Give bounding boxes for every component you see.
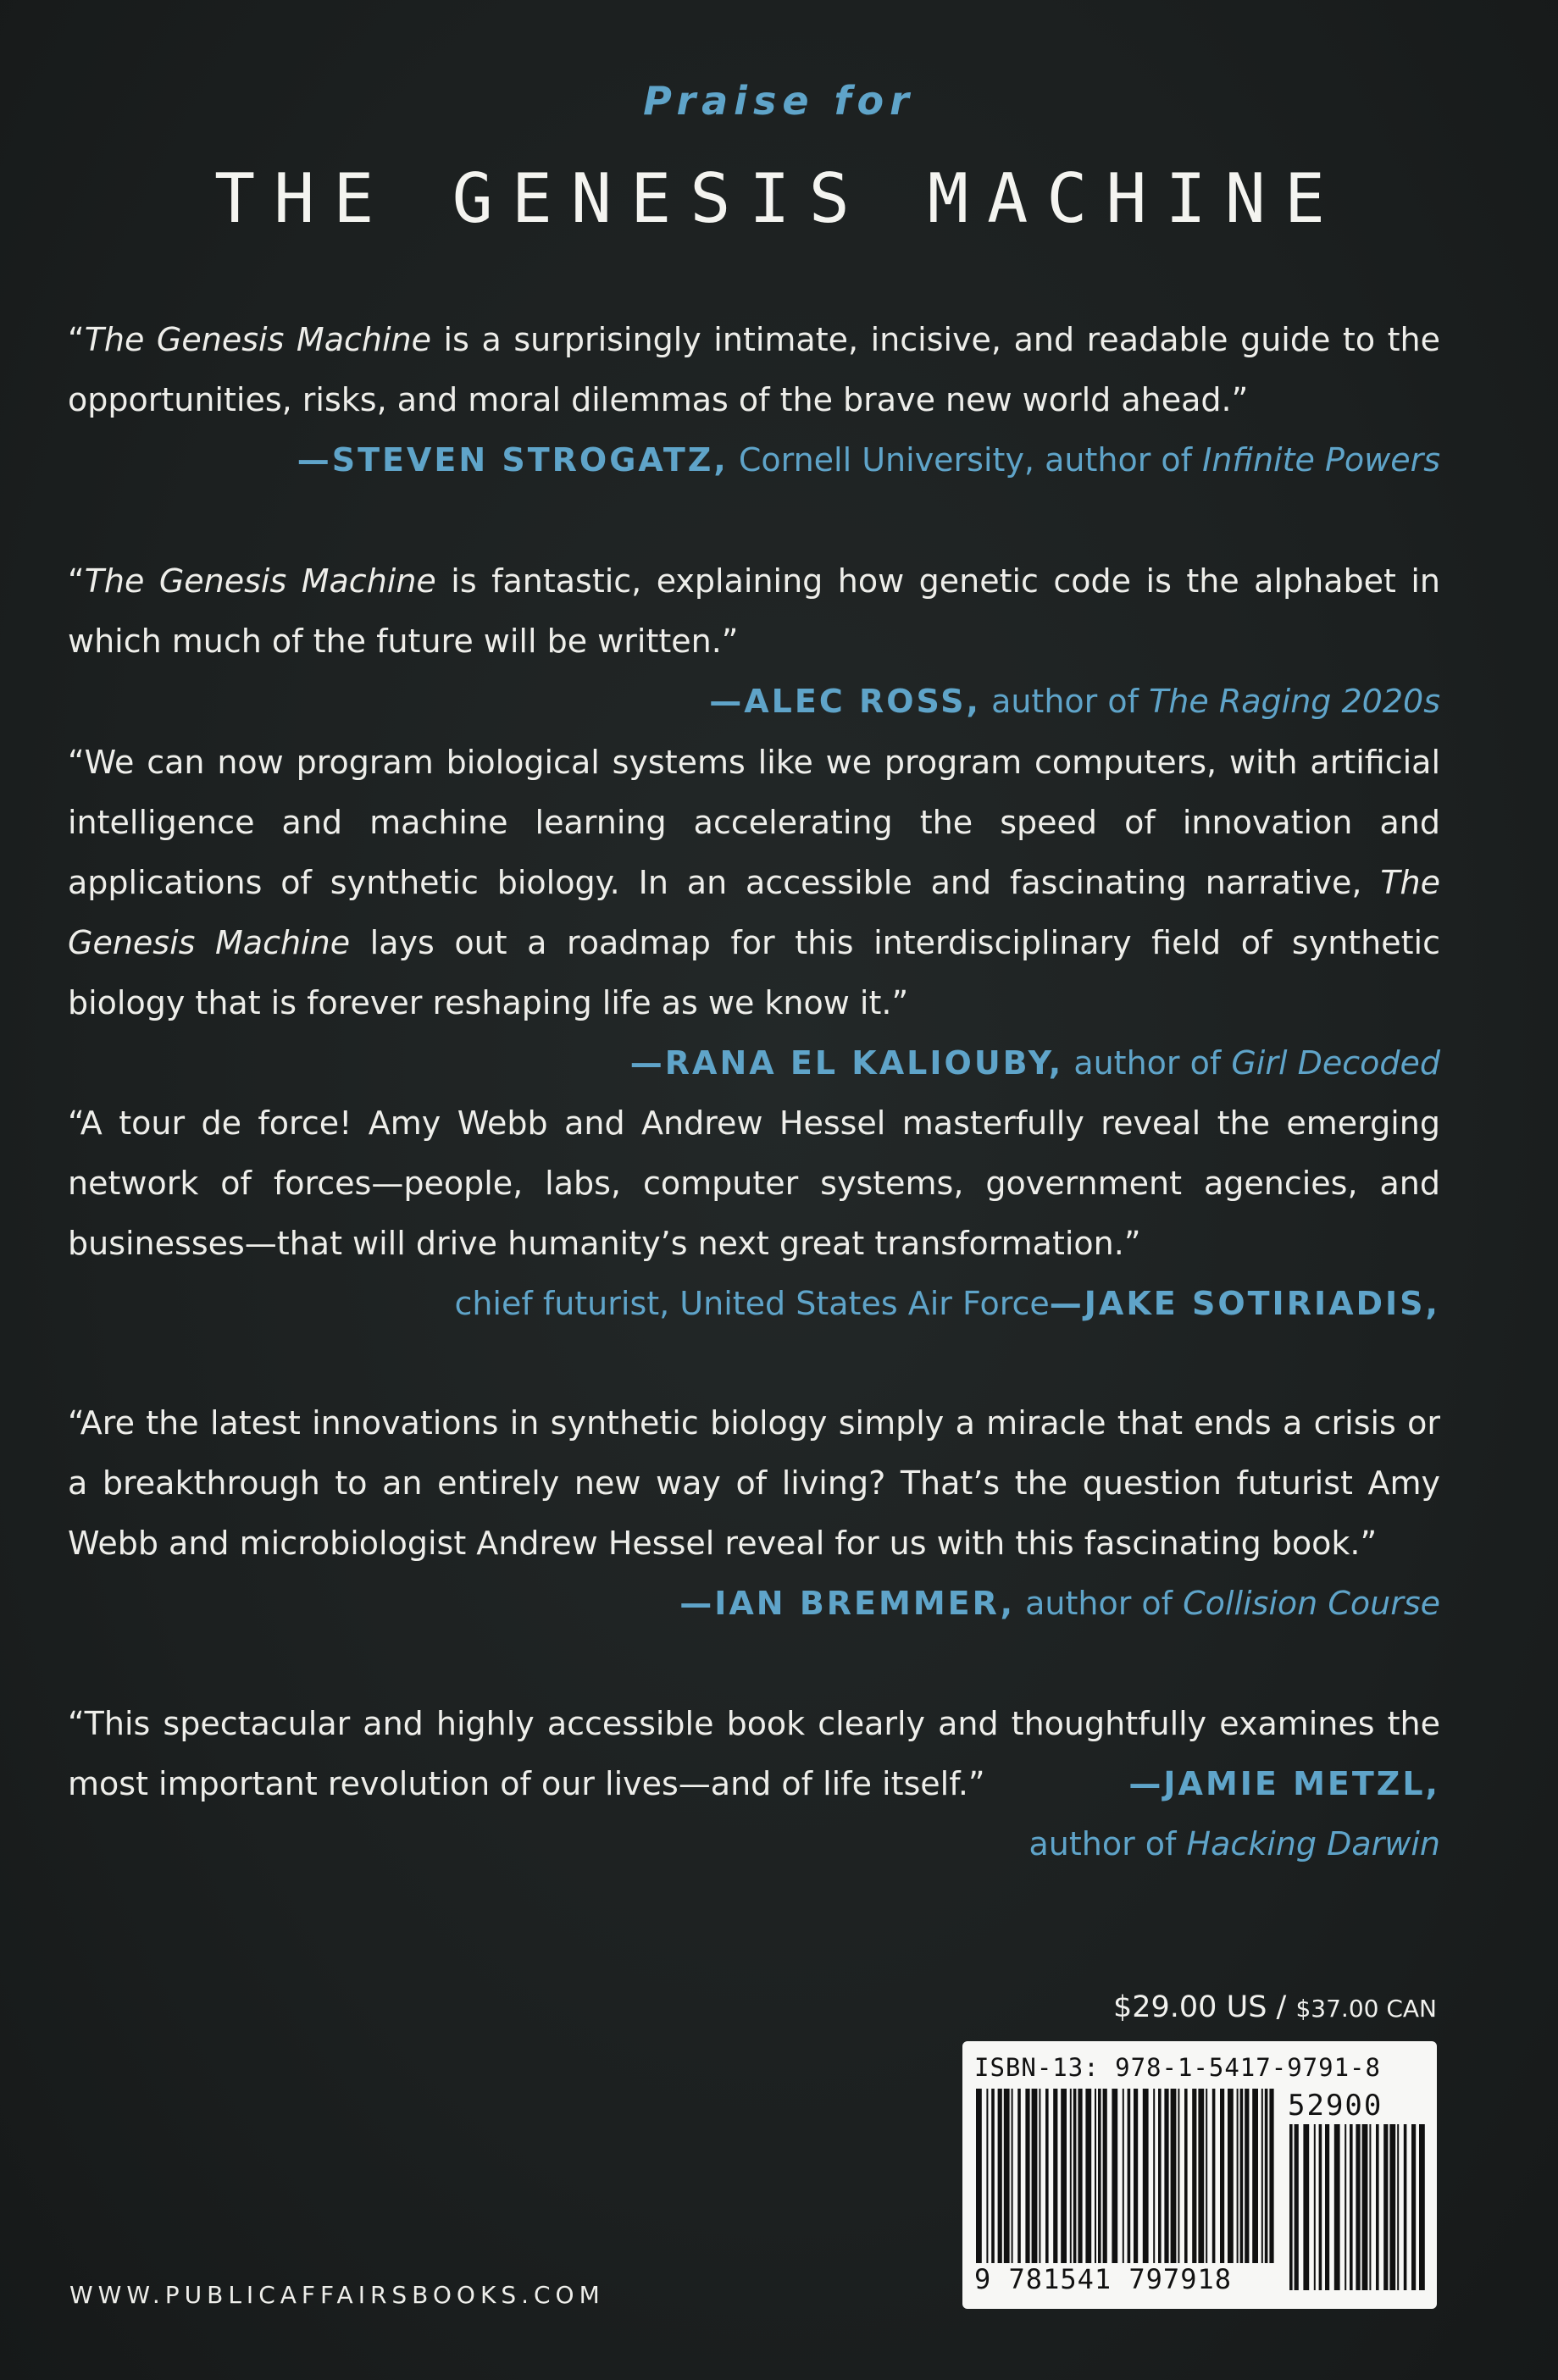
barcode-bar (1212, 2089, 1216, 2263)
attribution-name: —IAN BREMMER, (679, 1585, 1016, 1622)
barcode-bar (1376, 2124, 1379, 2290)
barcode-bar (1112, 2089, 1117, 2263)
quote-body: “Are the latest innovations in synthetic biology simply a miracle that ends a crisis or a breakthrough to an entirely new way of living? That’s the question futurist Amy Webb and microbiologist Andrew Hessel reveal for us with this fascinating book.” (68, 1404, 1440, 1562)
praise-for-heading: Praise for (643, 78, 915, 124)
isbn-label: ISBN-13: 978-1-5417-9791-8 (974, 2053, 1381, 2082)
quote-strogatz (68, 310, 1440, 490)
barcode-bar (1032, 2089, 1038, 2263)
quote-attribution (630, 1033, 1440, 1093)
quote-text: “The Genesis Machine is a surprisingly intimate, incisive, and readable guide to the opportunities, risks, and moral dilemmas of the brave new world ahead.” (68, 321, 1440, 418)
barcode-bar (1325, 2124, 1329, 2290)
price-separator: / (1267, 1990, 1296, 2024)
quote-attribution (68, 430, 1440, 490)
barcode-bar (1314, 2124, 1316, 2290)
price-label (1113, 1990, 1437, 2024)
barcode-bar (1053, 2089, 1057, 2263)
barcode-bar (1039, 2089, 1040, 2263)
attribution-book: Hacking Darwin (1186, 1825, 1440, 1862)
attribution-role: Cornell University, author of (728, 441, 1203, 479)
barcode-bar (1061, 2089, 1067, 2263)
attribution-book: Girl Decoded (1231, 1044, 1440, 1082)
attribution-role: author of (1029, 1825, 1187, 1862)
barcode-bar (1184, 2089, 1188, 2263)
barcode-bar (1319, 2124, 1322, 2290)
price-can: $37.00 CAN (1295, 1995, 1437, 2023)
barcode-bar (1419, 2124, 1425, 2290)
quote-body: is fantastic, explaining how genetic code is the alphabet in which much of the future will be written.” (68, 562, 1441, 660)
attribution-book: Infinite Powers (1202, 441, 1440, 479)
barcode-bar (1404, 2124, 1407, 2290)
barcode-bar (1004, 2089, 1010, 2263)
barcode-bar (1178, 2089, 1179, 2263)
barcode-bar (1269, 2089, 1273, 2263)
barcode-bar (991, 2089, 995, 2263)
barcode-bar (1350, 2124, 1353, 2290)
barcode-bar (1295, 2124, 1299, 2290)
quote-text (68, 1694, 1440, 1814)
barcode-bar (976, 2089, 982, 2263)
barcode-bar (1078, 2089, 1082, 2263)
attribution-role: chief futurist, United States Air Force (454, 1285, 1050, 1322)
quote-ross (68, 551, 1440, 732)
attribution-book: The Raging 2020s (1149, 683, 1440, 720)
book-title: THE GENESIS MACHINE (213, 159, 1345, 238)
quote-book-title: The Genesis Machine (84, 562, 436, 600)
barcode-bar (1289, 2124, 1293, 2290)
quote-metzl (68, 1694, 1440, 1874)
barcode-bar (1397, 2124, 1399, 2290)
barcode-bar (1362, 2124, 1368, 2290)
quote-book-title: The Genesis Machine (68, 864, 1440, 961)
barcode-addon-icon (1288, 2124, 1427, 2290)
barcode-bar (1134, 2089, 1138, 2263)
barcode-bar (986, 2089, 988, 2263)
barcode-bar (1245, 2089, 1249, 2263)
barcode-bar (1389, 2124, 1395, 2290)
quote-body: lays out a roadmap for this interdisciplinary field of synthetic biology that is forever reshaping life as we know it.” (68, 924, 1440, 1021)
attribution-name: —JAMIE METZL, (1128, 1765, 1440, 1802)
barcode-ean-icon (974, 2089, 1279, 2263)
barcode-bar (1128, 2089, 1131, 2263)
barcode-bar (1237, 2089, 1239, 2263)
quote-attribution (68, 1574, 1440, 1634)
barcode-bar (1158, 2089, 1162, 2263)
barcode-bar (1123, 2089, 1124, 2263)
website-url: WWW.PUBLICAFFAIRSBOOKS.COM (69, 2281, 605, 2309)
barcode-bar (1143, 2089, 1149, 2263)
barcode-bar (1228, 2089, 1234, 2263)
attribution-name: —JAKE SOTIRIADIS, (1049, 1285, 1440, 1322)
barcode-bar (1383, 2124, 1388, 2290)
attribution-name: —RANA EL KALIOUBY, (629, 1044, 1064, 1082)
quote-bremmer (68, 1393, 1440, 1634)
barcode-bar (1261, 2089, 1263, 2263)
barcode-bar (1025, 2089, 1029, 2263)
barcode-bar (1220, 2089, 1224, 2263)
attribution-name: —ALEC ROSS, (709, 683, 981, 720)
price-code: 52900 (1288, 2089, 1383, 2123)
barcode-bar (1252, 2089, 1258, 2263)
attribution-role: author of (1015, 1585, 1184, 1622)
barcode-bar (1098, 2089, 1101, 2263)
barcode-bar (1240, 2089, 1244, 2263)
quote-body: “We can now program biological systems like we program computers, with artificial intelligence and machine learning accelerating the speed of innovation and applications of synthetic biology. In an accessible and fascinating narrative, (68, 744, 1440, 901)
barcode-bar (1411, 2124, 1416, 2290)
quote-body: is a surprisingly intimate, incisive, and readable guide to the opportunities, risks, and moral dilemmas of the brave new world ahead.” (68, 321, 1440, 418)
quote-attribution (709, 672, 1440, 732)
barcode-bar (1103, 2089, 1107, 2263)
barcode-bar (1012, 2089, 1013, 2263)
quote-text (68, 1393, 1440, 1574)
barcode-bar (1164, 2089, 1168, 2263)
barcode-bar (1017, 2089, 1021, 2263)
barcode-bar (1345, 2124, 1346, 2290)
barcode-bar (1192, 2089, 1196, 2263)
quote-book-title: The Genesis Machine (84, 321, 431, 358)
barcode-bar (1073, 2089, 1077, 2263)
attribution-role: author of (1063, 1044, 1232, 1082)
barcode-digits: 9 781541 797918 (974, 2263, 1232, 2295)
barcode-bar (1153, 2089, 1155, 2263)
quote-sotiriadis (68, 1093, 1440, 1334)
attribution-book: Collision Course (1183, 1585, 1440, 1622)
barcode-bar (1095, 2089, 1096, 2263)
quote-attribution (68, 1814, 1440, 1874)
quote-text: “The Genesis Machine is fantastic, explaining how genetic code is the alphabet in which much of the future will be written.” —ALEC ROSS, author of The Raging 2020s (68, 551, 1440, 672)
attribution-role: author of (980, 683, 1150, 720)
attribution-name: —STEVEN STROGATZ, (297, 441, 729, 479)
barcode-bar (1198, 2089, 1204, 2263)
barcode-bar (1206, 2089, 1207, 2263)
barcode-bar (1334, 2124, 1340, 2290)
quote-el-kaliouby (68, 733, 1440, 1093)
barcode-bar (1085, 2089, 1091, 2263)
barcode-bar (1369, 2124, 1371, 2290)
quote-text (68, 733, 1440, 1082)
barcode-bar (1356, 2124, 1360, 2290)
barcode-bar (1045, 2089, 1049, 2263)
barcode-bar (1303, 2124, 1309, 2290)
barcode-bar (1265, 2089, 1268, 2263)
price-us: $29.00 US (1112, 1990, 1267, 2024)
quote-body: “A tour de force! Amy Webb and Andrew Hessel masterfully reveal the emerging network of forces—people, labs, computer systems, government agencies, and businesses—that will drive humanity’s next great transformation.” (68, 1104, 1440, 1262)
quote-body: “This spectacular and highly accessible book clearly and thoughtfully examines the most important revolution of our lives—and of life itself.” (68, 1705, 1440, 1802)
barcode-bar (1070, 2089, 1072, 2263)
barcode-bar (998, 2089, 1002, 2263)
barcode-bar (1171, 2089, 1177, 2263)
